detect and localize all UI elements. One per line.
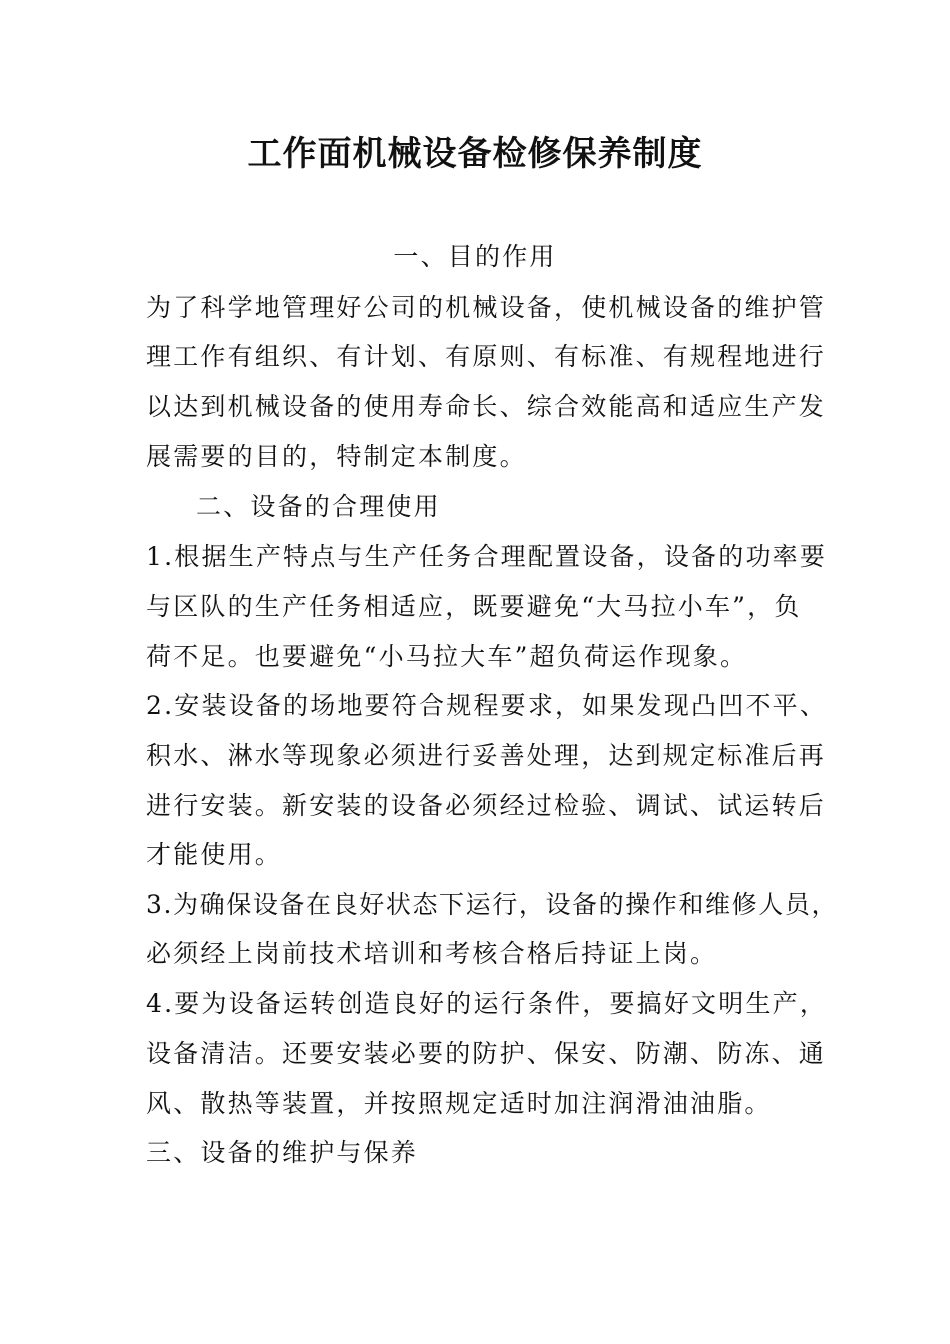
paragraph-line: 4.要为设备运转创造良好的运行条件，要搞好文明生产， xyxy=(146,989,828,1018)
paragraph-line: 3.为确保设备在良好状态下运行，设备的操作和维修人员， xyxy=(146,890,839,919)
paragraph-line: 以达到机械设备的使用寿命长、综合效能高和适应生产发 xyxy=(146,392,827,421)
section-heading-maintenance: 三、设备的维护与保养 xyxy=(146,1138,419,1167)
paragraph-line: 展需要的目的，特制定本制度。 xyxy=(146,442,527,471)
paragraph-line: 才能使用。 xyxy=(146,840,283,869)
document-title: 工作面机械设备检修保养制度 xyxy=(247,134,703,174)
paragraph-line: 理工作有组织、有计划、有原则、有标准、有规程地进行 xyxy=(146,342,827,371)
paragraph-line: 与区队的生产任务相适应，既要避免“大马拉小车”，负 xyxy=(146,592,802,621)
paragraph-line: 1.根据生产特点与生产任务合理配置设备，设备的功率要 xyxy=(146,542,828,571)
paragraph-line: 2.安装设备的场地要符合规程要求，如果发现凸凹不平、 xyxy=(146,691,828,720)
paragraph-line: 风、散热等装置，并按照规定适时加注润滑油油脂。 xyxy=(146,1089,772,1118)
paragraph-line: 进行安装。新安装的设备必须经过检验、调试、试运转后 xyxy=(146,791,827,820)
paragraph-line: 设备清洁。还要安装必要的防护、保安、防潮、防冻、通 xyxy=(146,1039,827,1068)
paragraph-line: 为了科学地管理好公司的机械设备，使机械设备的维护管 xyxy=(146,293,827,322)
paragraph-line: 积水、淋水等现象必须进行妥善处理，达到规定标准后再 xyxy=(146,741,827,770)
section-heading-purpose: 一、目的作用 xyxy=(393,242,557,271)
paragraph-line: 必须经上岗前技术培训和考核合格后持证上岗。 xyxy=(146,939,718,968)
section-heading-usage: 二、设备的合理使用 xyxy=(196,492,441,521)
paragraph-line: 荷不足。也要避免“小马拉大车”超负荷运作现象。 xyxy=(146,642,748,671)
